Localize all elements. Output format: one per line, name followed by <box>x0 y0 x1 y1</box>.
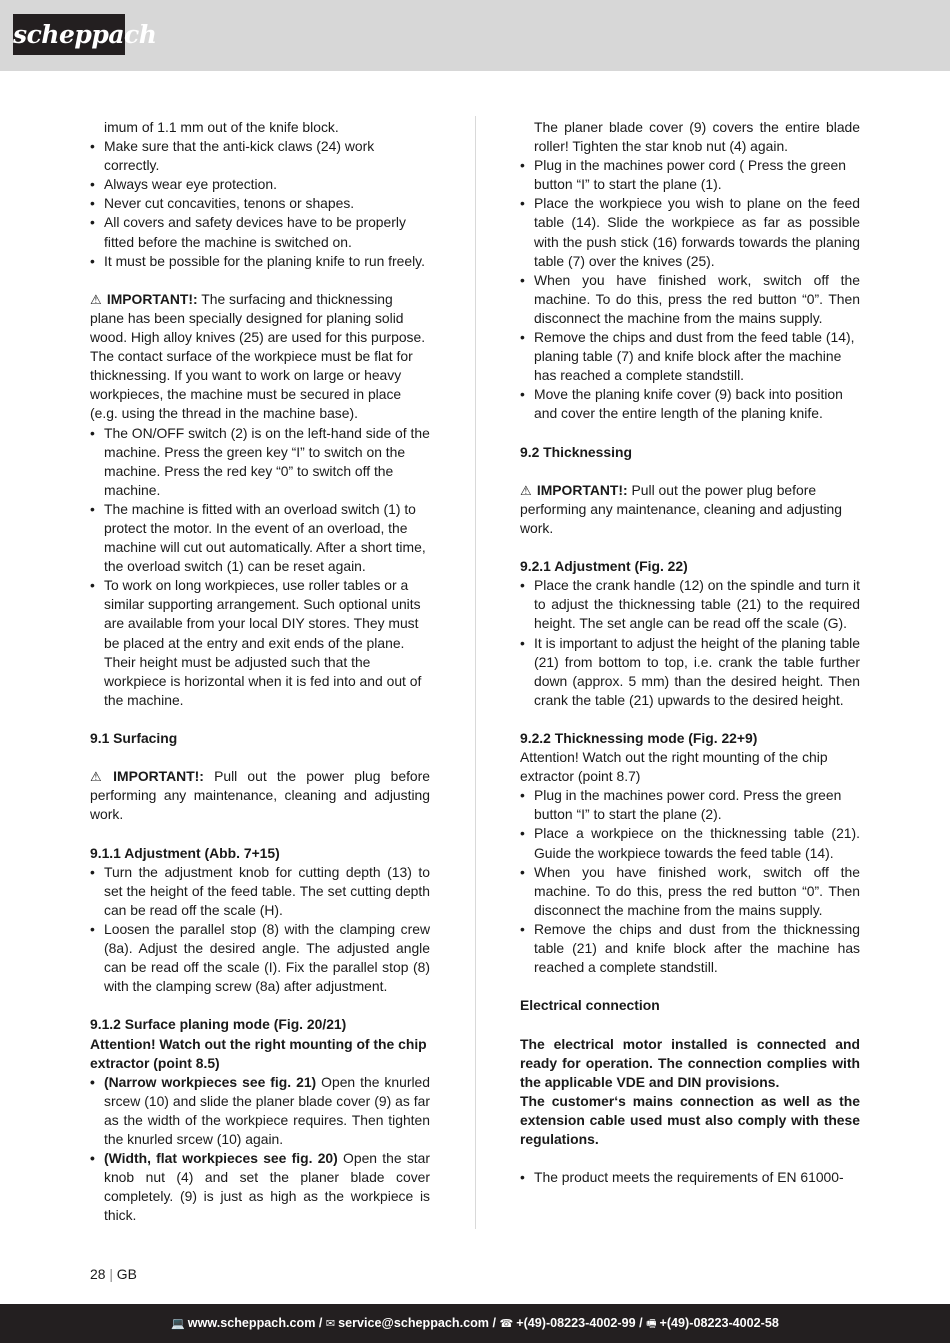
section-heading-surfacing: 9.1 Surfacing <box>90 730 178 746</box>
fax-number: +(49)-08223-4002-58 <box>659 1316 779 1330</box>
footer-bar <box>0 1304 950 1343</box>
list-item: • Always wear eye protection. <box>90 176 277 193</box>
important-paragraph: ⚠ IMPORTANT!: The surfacing and thicknessing plane has been specially designed for planing solid wood. High alloy knives (25) are used for this purpose. The contact surface of the workpiece must be flat for thicknessing. If you want to work on large or heavy workpieces, the machine must be secured in place (e.g. using the thread in the machine base). <box>90 290 426 422</box>
list-item: • Turn the adjustment knob for cutting depth (13) to set the height of the feed table. The set cutting depth can be read off the scale (H). <box>90 863 430 918</box>
section-heading-thicknessing-mode: 9.2.2 Thicknessing mode (Fig. 22+9) <box>520 730 758 746</box>
attention-note: Attention! Watch out the right mounting of the chip extractor (point 8.5) <box>90 1035 427 1071</box>
list-item: • Never cut concavities, tenons or shapes. <box>90 195 355 212</box>
list-item: • Make sure that the anti-kick claws (24) work correctly. <box>90 138 375 174</box>
list-item: • The product meets the requirements of EN 61000- <box>520 1169 844 1186</box>
list-item: • Place the crank handle (12) on the spindle and turn it to adjust the thicknessing table (21) to the required height. The set angle can be read off the scale (G). <box>520 577 860 632</box>
mail-icon: ✉ <box>325 1318 336 1330</box>
section-heading-adjustment: 9.2.1 Adjustment (Fig. 22) <box>520 558 688 575</box>
phone-icon: ☎ <box>499 1318 514 1330</box>
warning-icon: ⚠ <box>90 769 102 785</box>
list-item: • When you have finished work, switch off the machine. To do this, press the red button “0”. Then disconnect the machine from the mains supply. <box>520 863 860 918</box>
list-item: • (Narrow workpieces see fig. 21) Open the knurled srcew (10) and slide the planer blade cover (9) as far as the width of the workpiece requires. Then tighten the knurled srcew (10) again. <box>90 1073 430 1147</box>
left-column <box>90 118 430 1225</box>
fax-icon: 🖷 <box>646 1318 657 1330</box>
list-item: • The ON/OFF switch (2) is on the left-hand side of the machine. Press the green key “I” to switch on the machine. Press the red key “0” to switch off the machine. <box>90 424 430 498</box>
website-link[interactable]: www.scheppach.com <box>187 1316 316 1330</box>
right-column <box>520 118 860 1187</box>
scheppach-logo: scheppach <box>13 14 125 55</box>
computer-icon: 💻 <box>171 1318 185 1330</box>
footer-contact: 💻 www.scheppach.com / ✉ service@scheppach.com / ☎ +(49)-08223-4002-99 / 🖷 +(49)-08223-4002-58 <box>171 1316 779 1330</box>
list-item: • All covers and safety devices have to be properly fitted before the machine is switched on. <box>90 214 406 250</box>
continued-line: imum of 1.1 mm out of the knife block. <box>104 119 339 135</box>
warning-icon: ⚠ <box>520 482 532 498</box>
list-item: • Move the planing knife cover (9) back into position and cover the entire length of the planing knife. <box>520 386 843 422</box>
list-item: • The machine is fitted with an overload switch (1) to protect the motor. In the event of an overload, the machine will cut out automatically. After a short time, the overload switch (1) can be reset again. <box>90 500 426 575</box>
electrical-paragraph: The customer‘s mains connection as well as the extension cable used must also comply with these regulations. <box>520 1092 860 1147</box>
section-heading-surface-mode: 9.1.2 Surface planing mode (Fig. 20/21) <box>90 1016 347 1033</box>
list-item: • Plug in the machines power cord. Press the green button “I” to start the plane (2). <box>520 787 842 823</box>
list-item: • (Width, flat workpieces see fig. 20) Open the star knob nut (4) and set the planer blade cover completely. (9) is just as high as the workpiece is thick. <box>90 1150 430 1224</box>
warning-icon: ⚠ <box>90 291 102 307</box>
phone-number: +(49)-08223-4002-99 <box>516 1316 636 1330</box>
column-divider <box>475 116 476 1229</box>
section-heading-adjustment: 9.1.1 Adjustment (Abb. 7+15) <box>90 844 280 861</box>
section-heading-thicknessing: 9.2 Thicknessing <box>520 443 632 460</box>
page-number: 28 | GB <box>90 1266 137 1282</box>
list-item: • Place the workpiece you wish to plane on the feed table (14). Slide the workpiece as far as possible with the push stick (16) forwards towards the planing table (7) over the knives (25). <box>520 195 860 269</box>
section-heading-electrical: Electrical connection <box>520 997 660 1014</box>
list-item: • When you have finished work, switch off the machine. To do this, press the red button “0”. Then disconnect the machine from the mains supply. <box>520 271 860 326</box>
list-item: • Plug in the machines power cord ( Press the green button “I” to start the plane (1). <box>520 157 846 193</box>
attention-note: Attention! Watch out the right mounting of the chip extractor (point 8.7) <box>520 749 828 785</box>
list-item: • Loosen the parallel stop (8) with the clamping crew (8a). Adjust the desired angle. The adjusted angle can be read off the scale (I). Fix the parallel stop (8) with the clamping screw (8a) after adjustment. <box>90 920 430 995</box>
list-item: • Remove the chips and dust from the feed table (14), planing table (7) and knife block after the machine has reached a complete standstill. <box>520 329 855 384</box>
list-item: • Place a workpiece on the thicknessing table (21). Guide the workpiece towards the feed table (14). <box>520 825 860 861</box>
electrical-paragraph: The electrical motor installed is connected and ready for operation. The connection complies with the applicable VDE and DIN provisions. <box>520 1035 860 1090</box>
list-item: • It is important to adjust the height of the planing table (21) from bottom to top, i.e. crank the table further down (approx. 5 mm) than the desired height. Then crank the table (21) upwards to the desired height. <box>520 634 860 708</box>
list-item: • It must be possible for the planing knife to run freely. <box>90 252 425 269</box>
list-item: • Remove the chips and dust from the thicknessing table (21) and knife block after the machine has reached a complete standstill. <box>520 920 860 976</box>
continued-text: The planer blade cover (9) covers the entire blade roller! Tighten the star knob nut (4) again. <box>534 119 860 155</box>
important-paragraph: ⚠ IMPORTANT!: Pull out the power plug before performing any maintenance, cleaning and adjusting work. <box>90 768 431 823</box>
email-link[interactable]: service@scheppach.com <box>338 1316 490 1330</box>
important-paragraph: ⚠ IMPORTANT!: Pull out the power plug before performing any maintenance, cleaning and adjusting work. <box>520 481 843 536</box>
list-item: • To work on long workpieces, use roller tables or a similar supporting arrangement. Such optional units are available from your local DIY stores. They must be placed at the entry and exit ends of the plane. Their height must be adjusted such that the workpiece is horizontal when it is fed into and out of the machine. <box>90 577 422 708</box>
